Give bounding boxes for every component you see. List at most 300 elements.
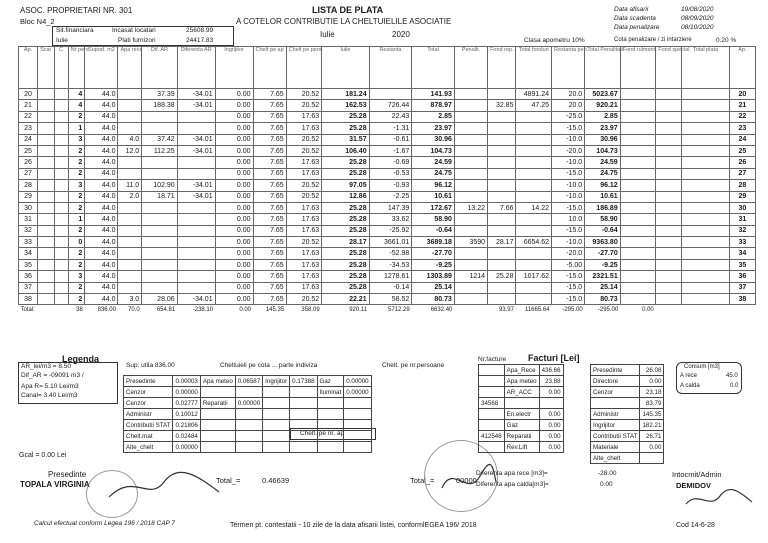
table-cell: 2 xyxy=(68,191,85,202)
table-cell: -27.70 xyxy=(412,248,455,259)
table-cell: 7.65 xyxy=(253,271,286,282)
table-cell xyxy=(682,134,729,145)
table-cell xyxy=(454,180,487,191)
legend-cell: Cenzor xyxy=(124,387,173,398)
table-cell xyxy=(620,237,656,248)
col-header: Total xyxy=(412,47,455,89)
table-cell: -15.0 xyxy=(552,225,585,236)
dif-calda-label: Diferenta apa calda[m3]= xyxy=(476,481,549,488)
facturi-cell: 23.88 xyxy=(539,376,563,387)
table-cell: 162.53 xyxy=(322,100,369,111)
totals-b: 358.09 xyxy=(301,307,320,314)
table-cell: 0.00 xyxy=(215,134,253,145)
table-cell xyxy=(54,202,68,213)
table-row xyxy=(19,271,756,282)
table-cell: 7.65 xyxy=(253,259,286,270)
table-cell: -34.01 xyxy=(177,191,215,202)
table-cell: -15.0 xyxy=(552,202,585,213)
table-cell: 3689.18 xyxy=(412,237,455,248)
table-cell xyxy=(656,111,682,122)
table-cell xyxy=(656,282,682,293)
table-cell: -20.0 xyxy=(552,248,585,259)
table-cell: 20.52 xyxy=(286,191,322,202)
legend-cell: 0.10012 xyxy=(173,409,200,420)
facturi-right-table xyxy=(590,364,664,464)
table-cell: 29 xyxy=(19,191,38,202)
table-cell: 147.39 xyxy=(369,202,412,213)
table-cell: 25.28 xyxy=(322,282,369,293)
table-cell xyxy=(142,168,178,179)
table-cell xyxy=(682,100,729,111)
data-scadenta-label: Data scadenta xyxy=(614,15,656,22)
facturi-row xyxy=(591,387,664,398)
table-cell: 20.52 xyxy=(286,89,322,100)
facturi-cell: Alte_chelt xyxy=(591,453,640,464)
table-cell: 28.17 xyxy=(322,237,369,248)
table-cell: 24 xyxy=(19,134,38,145)
table-cell: 20 xyxy=(729,89,755,100)
table-cell: 44.0 xyxy=(85,225,118,236)
legend-cell xyxy=(263,398,290,409)
table-row xyxy=(19,225,756,236)
facturi-cell: 145.35 xyxy=(640,409,664,420)
table-cell: 34 xyxy=(19,248,38,259)
table-row xyxy=(19,111,756,122)
table-cell: -10.0 xyxy=(552,157,585,168)
table-cell xyxy=(454,214,487,225)
table-cell xyxy=(620,111,656,122)
table-cell xyxy=(37,225,54,236)
iulie-label: Iulie xyxy=(56,37,68,44)
table-cell: -9.25 xyxy=(585,259,621,270)
table-cell: 10.61 xyxy=(412,191,455,202)
table-cell: 17.63 xyxy=(286,259,322,270)
table-cell xyxy=(656,123,682,134)
col-header: Fond rulment xyxy=(620,47,656,89)
table-cell xyxy=(54,282,68,293)
table-cell xyxy=(682,271,729,282)
legend-cell xyxy=(263,420,290,431)
table-cell xyxy=(37,202,54,213)
facturi-row xyxy=(591,453,664,464)
table-cell: 4 xyxy=(68,89,85,100)
table-cell: 23 xyxy=(19,123,38,134)
table-cell: 28 xyxy=(729,180,755,191)
table-cell xyxy=(516,191,552,202)
table-cell: 2321.51 xyxy=(585,271,621,282)
signature-left xyxy=(104,462,224,512)
table-cell xyxy=(656,168,682,179)
table-cell: 44.0 xyxy=(85,111,118,122)
table-cell xyxy=(682,294,729,305)
table-cell xyxy=(682,180,729,191)
totals-tp0: 0.00 xyxy=(642,307,654,314)
totals-fr: -295.00 xyxy=(597,307,619,314)
table-cell: 32.85 xyxy=(488,100,516,111)
table-cell xyxy=(488,214,516,225)
table-cell xyxy=(454,225,487,236)
table-cell xyxy=(177,248,215,259)
table-cell: 32 xyxy=(19,225,38,236)
col-header: Total plata xyxy=(682,47,729,89)
table-cell xyxy=(620,100,656,111)
table-cell: 33 xyxy=(19,237,38,248)
table-cell xyxy=(682,168,729,179)
facturi-cell xyxy=(479,409,505,420)
facturi-row xyxy=(479,442,564,453)
table-cell: 34 xyxy=(729,248,755,259)
facturi-cell: 0.00 xyxy=(539,431,563,442)
facturi-cell xyxy=(479,420,505,431)
table-cell: 1278.61 xyxy=(369,271,412,282)
facturi-cell: 0.00 xyxy=(640,442,664,453)
clasa-apometru: Clasa apometru 10% xyxy=(524,37,585,44)
table-cell: 0.00 xyxy=(215,123,253,134)
table-cell: 7.65 xyxy=(253,225,286,236)
table-cell xyxy=(177,202,215,213)
legend-cell: Contributii STAT xyxy=(124,420,173,431)
facturi-cell: Ingrijitor xyxy=(591,420,640,431)
facturi-cell: 34568 xyxy=(479,398,505,409)
table-cell: 58.90 xyxy=(412,214,455,225)
table-cell: -10.0 xyxy=(552,180,585,191)
table-cell: 58.52 xyxy=(369,294,412,305)
table-cell: 23.97 xyxy=(585,123,621,134)
table-cell xyxy=(516,123,552,134)
totals-pn xyxy=(454,305,487,316)
table-cell: 2 xyxy=(68,294,85,305)
table-cell: 80.73 xyxy=(412,294,455,305)
table-cell: 44.0 xyxy=(85,100,118,111)
table-cell: 0.00 xyxy=(215,282,253,293)
table-cell xyxy=(656,294,682,305)
table-cell: -0.61 xyxy=(369,134,412,145)
table-cell: 7.65 xyxy=(253,294,286,305)
table-cell xyxy=(516,259,552,270)
table-cell xyxy=(142,123,178,134)
table-cell xyxy=(37,100,54,111)
table-cell xyxy=(454,123,487,134)
facturi-cell: 0.00 xyxy=(539,442,563,453)
facturi-cell: Materiale xyxy=(591,442,640,453)
table-row xyxy=(19,145,756,156)
plati-label: Plati furnizori xyxy=(118,37,156,44)
table-cell: 25.28 xyxy=(322,202,369,213)
table-cell xyxy=(118,111,142,122)
table-cell: 7.65 xyxy=(253,168,286,179)
table-cell xyxy=(488,111,516,122)
legend-gcal: Gcal = 0.00 Lei xyxy=(19,452,67,459)
col-header: Scar xyxy=(37,47,54,89)
signature-right xyxy=(684,488,754,512)
table-cell: 3590 xyxy=(454,237,487,248)
facturi-row xyxy=(591,376,664,387)
table-cell xyxy=(54,294,68,305)
legend-row xyxy=(124,376,372,387)
table-cell xyxy=(620,225,656,236)
table-cell: 44.0 xyxy=(85,168,118,179)
facturi-row xyxy=(591,409,664,420)
dif-calda-value: 0.00 xyxy=(600,481,613,488)
col-header: Restanta pen. xyxy=(552,47,585,89)
intocmit-label: Intocmit/Admin xyxy=(672,470,722,479)
table-cell xyxy=(142,214,178,225)
legend-cell xyxy=(200,387,235,398)
totals-tot: 6632.40 xyxy=(430,307,453,314)
table-cell: 25.28 xyxy=(322,259,369,270)
table-cell: 18.71 xyxy=(142,191,178,202)
facturi-row xyxy=(591,431,664,442)
col-header: Total Penalitati xyxy=(585,47,621,89)
table-cell xyxy=(620,145,656,156)
table-cell: 2.85 xyxy=(585,111,621,122)
table-cell: 20.52 xyxy=(286,100,322,111)
legend-cell xyxy=(317,442,344,453)
table-cell: 37 xyxy=(19,282,38,293)
facturi-cell xyxy=(479,365,505,376)
table-cell: -25.0 xyxy=(552,111,585,122)
table-cell xyxy=(516,168,552,179)
table-cell: 1 xyxy=(68,214,85,225)
table-cell xyxy=(488,282,516,293)
facturi-cell: 83.79 xyxy=(640,398,664,409)
table-cell: 2 xyxy=(68,202,85,213)
legend-cell: 0.00000 xyxy=(344,387,371,398)
table-cell: 25.28 xyxy=(488,271,516,282)
table-cell: 25.28 xyxy=(322,225,369,236)
table-cell: 0.00 xyxy=(215,191,253,202)
legend-cell: 0.00000 xyxy=(173,387,200,398)
table-cell: 6654.62 xyxy=(516,237,552,248)
table-cell xyxy=(142,248,178,259)
table-cell: -15.0 xyxy=(552,271,585,282)
table-cell: 20.52 xyxy=(286,145,322,156)
legend-cell xyxy=(344,442,371,453)
facturi-cell: 26.08 xyxy=(640,365,664,376)
table-cell xyxy=(488,157,516,168)
table-cell: -1.31 xyxy=(369,123,412,134)
table-cell xyxy=(177,282,215,293)
table-cell xyxy=(54,100,68,111)
table-cell: -0.64 xyxy=(585,225,621,236)
facturi-row xyxy=(591,420,664,431)
legend-cell xyxy=(200,409,235,420)
table-cell: 0.00 xyxy=(215,214,253,225)
table-cell: 44.0 xyxy=(85,191,118,202)
table-cell xyxy=(142,111,178,122)
table-cell: 726.44 xyxy=(369,100,412,111)
table-cell xyxy=(37,168,54,179)
table-cell xyxy=(488,180,516,191)
table-cell: 38 xyxy=(19,294,38,305)
table-cell: 25 xyxy=(729,145,755,156)
month-label: Iulie xyxy=(320,30,335,39)
table-cell: -52.98 xyxy=(369,248,412,259)
table-cell: 38 xyxy=(729,294,755,305)
table-cell: 33.62 xyxy=(369,214,412,225)
totals-sup: 836.00 xyxy=(97,307,116,314)
table-cell xyxy=(37,134,54,145)
table-cell: 2.85 xyxy=(412,111,455,122)
table-cell: 3 xyxy=(68,271,85,282)
table-cell: -34.01 xyxy=(177,134,215,145)
table-cell: 22.43 xyxy=(369,111,412,122)
facturi-cell xyxy=(591,398,640,409)
table-cell xyxy=(488,89,516,100)
table-cell xyxy=(682,237,729,248)
legend-cell: Gaz xyxy=(317,376,344,387)
table-cell xyxy=(620,134,656,145)
facturi-cell: 412546 xyxy=(479,431,505,442)
table-row xyxy=(19,89,756,100)
table-cell: 7.65 xyxy=(253,202,286,213)
totals-arv: 654.81 xyxy=(156,307,176,314)
table-cell: 44.0 xyxy=(85,180,118,191)
table-cell: 0.00 xyxy=(215,100,253,111)
table-cell: -34.01 xyxy=(177,145,215,156)
table-cell xyxy=(177,225,215,236)
facturi-cell: 23.18 xyxy=(640,387,664,398)
table-row xyxy=(19,294,756,305)
legend-cell xyxy=(290,431,317,442)
consum-rece-value: 45.0 xyxy=(726,373,738,379)
table-cell xyxy=(454,111,487,122)
table-cell xyxy=(54,111,68,122)
legend-cell xyxy=(344,409,371,420)
table-cell xyxy=(37,294,54,305)
table-cell xyxy=(37,282,54,293)
document-title: LISTA DE PLATA xyxy=(312,5,384,15)
totals-iul: 920.11 xyxy=(349,307,368,314)
table-cell xyxy=(620,180,656,191)
legend-cell xyxy=(317,398,344,409)
table-cell xyxy=(142,237,178,248)
table-cell: 44.0 xyxy=(85,271,118,282)
table-cell xyxy=(118,202,142,213)
facturi-cell xyxy=(479,387,505,398)
consum-label: Consum [m3] xyxy=(684,364,720,370)
incasat-label: Incasat locatari xyxy=(112,27,156,34)
table-cell xyxy=(37,191,54,202)
table-cell: 7.65 xyxy=(253,191,286,202)
table-cell xyxy=(54,157,68,168)
table-cell: 32 xyxy=(729,225,755,236)
table-cell xyxy=(369,89,412,100)
table-cell xyxy=(620,259,656,270)
legend-cell: Presedinte xyxy=(124,376,173,387)
table-cell: 97.05 xyxy=(322,180,369,191)
facturi-cell xyxy=(504,398,539,409)
facturi-title: Facturi [Lei] xyxy=(528,353,580,363)
table-cell: 1214 xyxy=(454,271,487,282)
legend-cell xyxy=(290,409,317,420)
table-cell: 0.00 xyxy=(215,111,253,122)
legend-cell: 0.17388 xyxy=(290,376,317,387)
table-cell: 96.12 xyxy=(585,180,621,191)
table-cell xyxy=(454,168,487,179)
table-cell: -15.0 xyxy=(552,294,585,305)
dif-rece-label: Diferenta apa rece [m3]= xyxy=(476,470,548,477)
table-cell xyxy=(488,134,516,145)
table-cell xyxy=(656,145,682,156)
table-cell xyxy=(37,214,54,225)
data-scadenta-value: 08/09/2020 xyxy=(681,15,714,22)
table-cell xyxy=(142,271,178,282)
legend-cell xyxy=(263,409,290,420)
table-cell xyxy=(656,225,682,236)
col-header: Chelt pe pers xyxy=(286,47,322,89)
table-cell: 20.52 xyxy=(286,294,322,305)
facturi-cell: 0.00 xyxy=(539,387,563,398)
legend-cell: 0.00000 xyxy=(173,442,200,453)
table-cell xyxy=(118,248,142,259)
table-cell xyxy=(54,89,68,100)
table-cell xyxy=(177,237,215,248)
consum-calda-value: 0.0 xyxy=(730,383,739,389)
table-row xyxy=(19,180,756,191)
table-cell: 20.52 xyxy=(286,134,322,145)
table-cell xyxy=(454,89,487,100)
table-cell xyxy=(488,248,516,259)
table-cell xyxy=(656,271,682,282)
table-cell: -0.93 xyxy=(369,180,412,191)
table-cell xyxy=(682,282,729,293)
table-cell xyxy=(142,225,178,236)
legend-row xyxy=(124,420,372,431)
facturi-cell: 436.66 xyxy=(539,365,563,376)
legend-table xyxy=(123,375,372,453)
col-header: C xyxy=(54,47,68,89)
legend-cell: 0.00000 xyxy=(344,376,371,387)
table-cell: -1.67 xyxy=(369,145,412,156)
table-cell xyxy=(620,294,656,305)
table-cell xyxy=(488,191,516,202)
table-cell xyxy=(656,259,682,270)
legend-cell: Apa meteo xyxy=(200,376,235,387)
table-cell xyxy=(620,214,656,225)
table-cell: 20.52 xyxy=(286,180,322,191)
table-cell: -5.00 xyxy=(552,259,585,270)
table-cell: -10.0 xyxy=(552,191,585,202)
legend-chelt-ap: Chelt. pe nr. ap xyxy=(300,430,345,437)
table-cell xyxy=(142,259,178,270)
table-cell xyxy=(488,123,516,134)
table-cell xyxy=(682,248,729,259)
table-cell: 21 xyxy=(19,100,38,111)
table-row xyxy=(19,100,756,111)
facturi-cell: Rev.Lift xyxy=(504,442,539,453)
table-cell: 44.0 xyxy=(85,134,118,145)
table-cell xyxy=(656,191,682,202)
table-cell: 44.0 xyxy=(85,89,118,100)
table-cell: 7.65 xyxy=(253,111,286,122)
table-cell xyxy=(682,214,729,225)
table-cell xyxy=(516,180,552,191)
table-cell xyxy=(37,180,54,191)
col-header: Penalit. xyxy=(454,47,487,89)
data-afisarii-value: 19/08/2020 xyxy=(681,6,714,13)
facturi-row xyxy=(479,409,564,420)
table-cell xyxy=(682,89,729,100)
table-cell xyxy=(37,123,54,134)
legend-row xyxy=(124,431,372,442)
table-cell: -15.0 xyxy=(552,282,585,293)
table-cell: 36 xyxy=(729,271,755,282)
legend-cell xyxy=(235,420,262,431)
facturi-cell: Administr xyxy=(591,409,640,420)
totals-res: 5712.29 xyxy=(388,307,410,314)
table-cell xyxy=(454,157,487,168)
